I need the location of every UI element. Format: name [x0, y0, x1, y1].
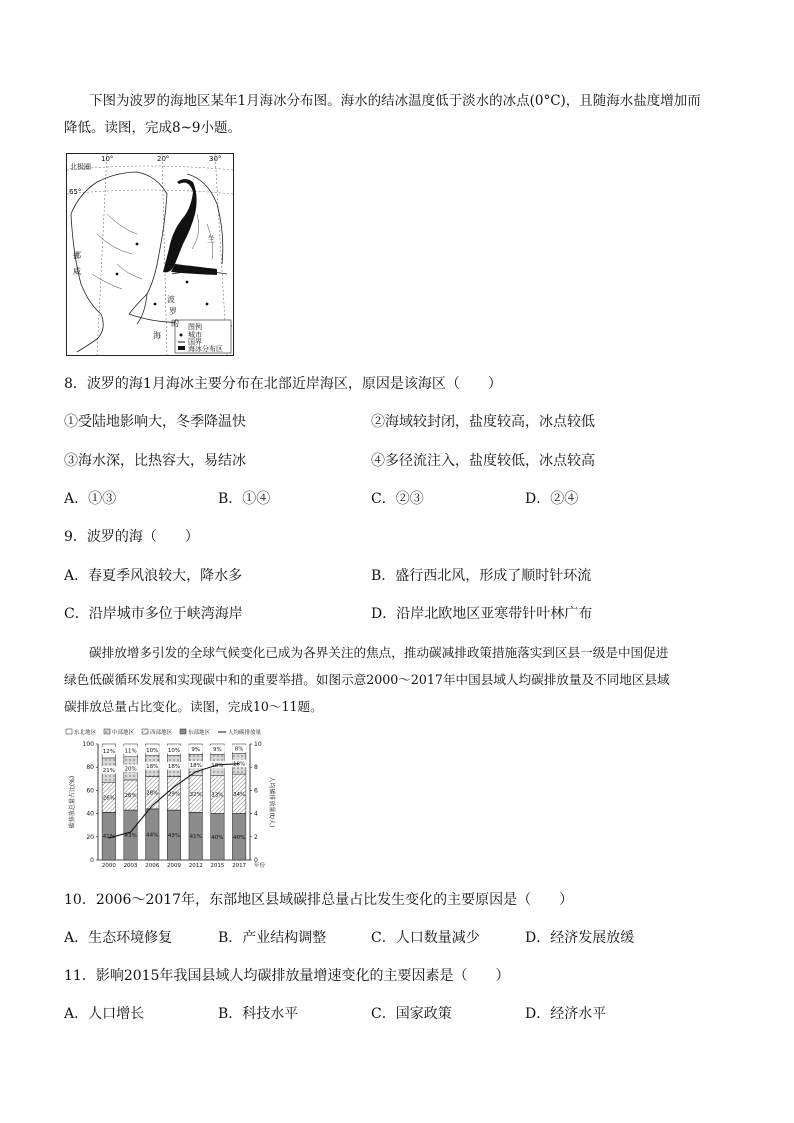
legend-label: 人均碳排放量 [228, 730, 262, 736]
y-tick-label-left: 0 [90, 857, 94, 864]
map-label: 北极圈 [70, 163, 91, 171]
data-label: 41% [102, 834, 115, 841]
legend-swatch [66, 729, 72, 734]
q11-option-c[interactable]: C．国家政策 [371, 1006, 452, 1022]
intro-line: 绿色低碳循环发展和实现碳中和的重要举措。如图示意2000～2017年中国县域人均碳排放量及不同地区县域 [64, 672, 670, 687]
legend-title: 图例 [188, 323, 202, 331]
q8-option-d[interactable]: D．②④ [525, 491, 579, 507]
legend-label: 中部地区 [112, 730, 135, 736]
data-label: 11% [124, 748, 137, 755]
legend-border: 国界 [188, 338, 202, 346]
legend-label: 西部地区 [150, 730, 173, 736]
baltic-ice-map [66, 153, 234, 356]
map-label: 罗 [169, 307, 177, 316]
map-graphic [67, 154, 233, 355]
data-label: 18% [233, 761, 246, 768]
data-label: 12% [102, 748, 115, 755]
legend-swatch [104, 729, 110, 734]
data-label: 9% [191, 747, 201, 754]
q8-statement-2: ②海域较封闭，盐度较高，冰点较低 [371, 414, 595, 430]
q8-statement-3: ③海水深，比热容大，易结冰 [64, 453, 246, 469]
data-label: 34% [233, 791, 246, 798]
legend-swatch [180, 729, 186, 734]
x-tick-label: 2000 [101, 863, 116, 868]
intro-line: 碳排放增多引发的全球气候变化已成为各界关注的焦点，推动碳减排政策措施落实到区县一级是中国促进 [89, 645, 669, 660]
q10-option-b[interactable]: B．产业结构调整 [218, 930, 327, 946]
y-tick-label-right: 2 [254, 833, 258, 841]
legend-swatch [142, 729, 148, 734]
x-tick-label: 2012 [188, 863, 203, 868]
data-label: 26% [102, 795, 115, 802]
y-tick-label-left: 60 [86, 787, 94, 795]
data-label: 18% [211, 762, 224, 769]
q11-stem: 11．影响2015年我国县域人均碳排放量增速变化的主要因素是（ ） [64, 968, 510, 984]
data-label: 18% [146, 764, 159, 771]
data-label: 40% [233, 834, 246, 841]
map-label: 波 [167, 295, 175, 304]
carbon-chart [64, 726, 290, 868]
x-tick-label: 2017 [232, 863, 247, 868]
intro-line: 碳排放总量占比变化。读图，完成10～11题。 [64, 699, 323, 714]
q9-option-b[interactable]: B．盛行西北风，形成了顺时针环流 [371, 568, 592, 584]
map-label: 海 [153, 331, 161, 340]
x-axis-unit: 年份 [254, 863, 266, 868]
q9-option-c[interactable]: C．沿岸城市多位于峡湾海岸 [64, 606, 243, 622]
data-label: 20% [124, 766, 137, 773]
map-label: 威 [73, 267, 81, 276]
data-label: 44% [146, 832, 159, 839]
q9-option-d[interactable]: D．沿岸北欧地区亚寒带针叶林广布 [371, 606, 593, 622]
data-label: 18% [167, 764, 181, 771]
q11-option-d[interactable]: D．经济水平 [525, 1006, 607, 1022]
data-label: 29% [167, 791, 181, 798]
y-tick-label-right: 8 [254, 764, 258, 772]
data-label: 10% [146, 747, 159, 754]
data-label: 21% [102, 768, 115, 775]
q10-option-c[interactable]: C．人口数量减少 [371, 930, 480, 946]
q10-option-a[interactable]: A．生态环境修复 [64, 930, 173, 946]
y-tick-label-left: 80 [86, 764, 94, 772]
x-tick-label: 2009 [167, 863, 181, 868]
y-tick-label-right: 4 [254, 810, 258, 818]
intro-line: 下图为波罗的海地区某年1月海冰分布图。海水的结冰温度低于淡水的冰点(0°C)，且随海水盐度增加而 [89, 93, 701, 109]
y-tick-label-left: 100 [82, 741, 94, 748]
q10-option-d[interactable]: D．经济发展放缓 [525, 930, 635, 946]
carbon-chart-svg [64, 726, 290, 868]
data-label: 9% [213, 747, 222, 754]
data-label: 26% [124, 793, 137, 800]
q8-option-a[interactable]: A．①③ [64, 491, 117, 507]
map-label: 65° [69, 188, 82, 196]
y-axis-label-right: 人均碳排放量(t/人) [268, 776, 275, 828]
intro-line: 降低。读图，完成8~9小题。 [64, 120, 241, 136]
map-label: 挪 [73, 251, 81, 260]
data-label: 33% [211, 792, 224, 799]
y-axis-label-left: 碳排放总量占比(%) [69, 775, 76, 829]
map-label: 10° [101, 155, 114, 163]
x-tick-label: 2003 [123, 863, 138, 868]
map-label: 的 [171, 319, 179, 328]
data-label: 18% [189, 762, 202, 769]
data-label: 40% [211, 834, 224, 841]
map-label: 30° [209, 155, 222, 163]
legend-ice: 海冰分布区 [188, 345, 223, 353]
q9-option-a[interactable]: A．春夏季风浪较大，降水多 [64, 568, 243, 584]
legend-label: 东部地区 [188, 730, 211, 736]
map-label: 兰 [207, 235, 215, 244]
q8-option-b[interactable]: B．①④ [218, 491, 271, 507]
legend-city: 城市 [188, 331, 202, 339]
y-tick-label-right: 0 [254, 857, 258, 864]
y-tick-label-right: 10 [254, 741, 262, 748]
y-tick-label-left: 40 [86, 810, 94, 818]
data-label: 8% [234, 746, 244, 753]
q8-stem: 8．波罗的海1月海冰主要分布在北部近岸海区，原因是该海区（ ） [64, 376, 502, 392]
data-label: 28% [146, 790, 159, 797]
data-label: 41% [189, 834, 202, 841]
q10-stem: 10．2006～2017年，东部地区县域碳排总量占比发生变化的主要原因是（ ） [64, 892, 574, 908]
data-label: 43% [167, 833, 181, 840]
q11-option-a[interactable]: A．人口增长 [64, 1006, 145, 1022]
q8-option-c[interactable]: C．②③ [371, 491, 424, 507]
y-tick-label-right: 6 [254, 787, 258, 795]
data-label: 32% [189, 791, 202, 798]
q11-option-b[interactable]: B．科技水平 [218, 1006, 299, 1022]
map-label: 20° [157, 155, 170, 163]
q9-stem: 9．波罗的海（ ） [64, 529, 199, 545]
x-tick-label: 2015 [210, 863, 225, 868]
x-tick-label: 2006 [145, 863, 160, 868]
y-tick-label-left: 20 [86, 833, 94, 841]
q8-statement-1: ①受陆地影响大，冬季降温快 [64, 414, 246, 430]
data-label: 43% [124, 833, 137, 840]
legend-label: 东北地区 [74, 730, 97, 736]
q8-statement-4: ④多径流注入，盐度较低，冰点较高 [371, 453, 595, 469]
data-label: 10% [167, 747, 181, 754]
